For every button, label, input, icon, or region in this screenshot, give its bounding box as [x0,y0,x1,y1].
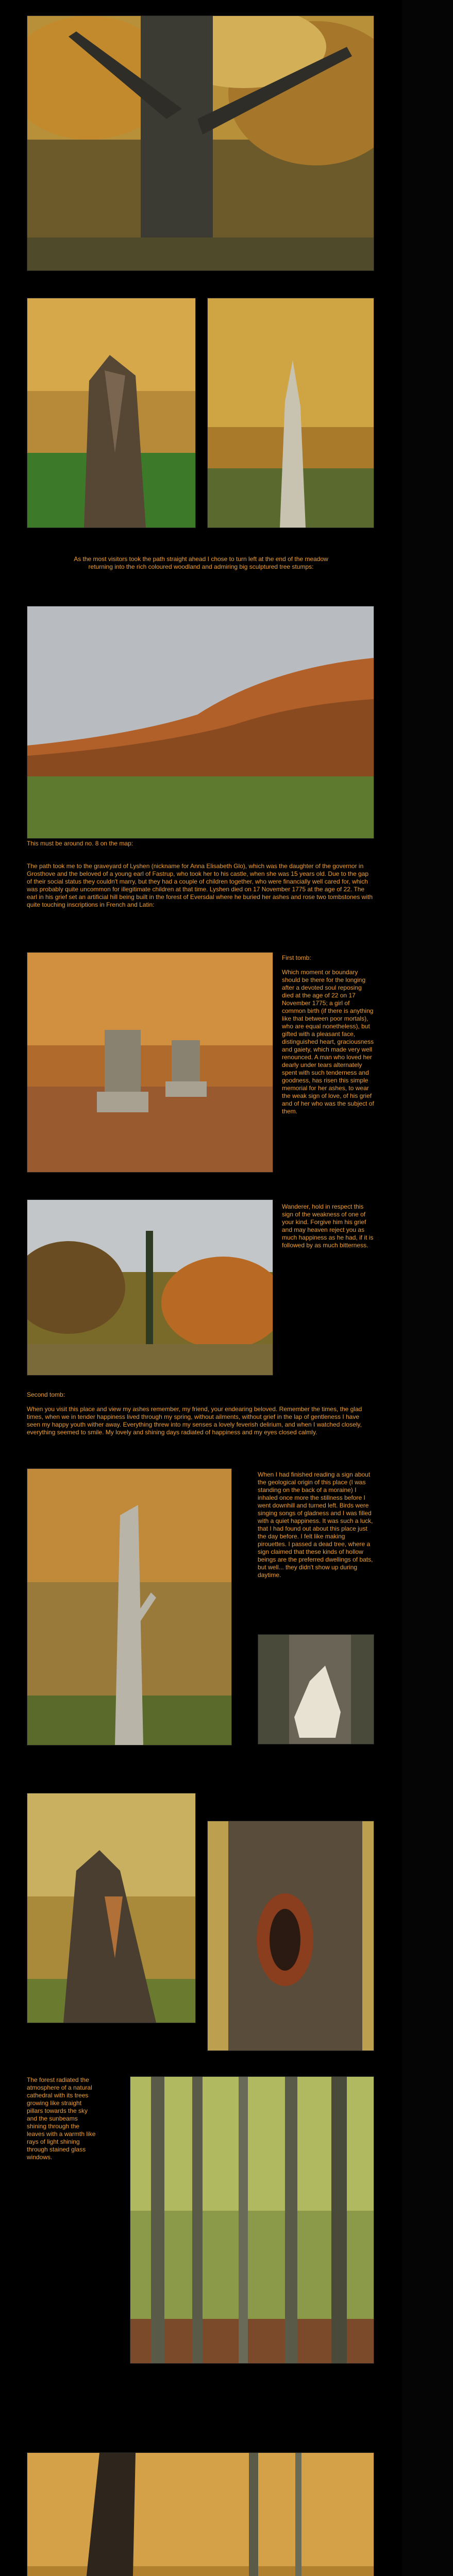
right-margin [402,0,453,2576]
photo-trunk-closeup [258,1634,374,1744]
photo-oak-tree [27,15,374,271]
photo-dead-tree [27,1468,232,1745]
first-tomb-title: First tomb: [282,954,311,961]
photo-hollow-stump-1 [27,1793,196,2023]
owl-text: When I had finished reading a sign about the geological origin of this place (I was standing on the back of a moraine) I inhaled once more the stillness before I went downhill and turned left. Birds were singing songs of gladness and I was filled with a quiet happiness. It was such a luck, that I had found out about this place just the day before. I felt like making pirouettes. I passed a dead tree, where a sign claimed that these kinds of hollow beings are the preferred dwellings of bats, but well... they didn't show up during daytime. [258,1471,373,1579]
photo-tree-stump-2 [207,298,374,528]
photo-tree-stump-1 [27,298,196,528]
second-tomb-title: Second tomb: [27,1391,65,1398]
photo-forest-path [27,1199,273,1376]
photo-three-generations [27,2452,374,2576]
photo-tombstones [27,952,273,1173]
caption-not-on-map: This must be around no. 8 on the map: [27,840,133,847]
caption-meadow-intro: As the most visitors took the path straight ahead I chose to turn left at the end of the meadow returning into the rich coloured woodland and admiring big sculptured tree stumps: [74,555,328,570]
photo-hollow-stump-2 [207,1821,374,2051]
first-tomb-text-2: Wanderer, hold in respect this sign of the weakness of one of your kind. Forgive him his grief and may heaven reject you as much happiness as he had, if it is followed by as much bitterness. [282,1203,374,1249]
caption-graveyard-intro: The path took me to the graveyard of Lyshen (nickname for Anna Elisabeth Glo), which was the daughter of the governor in Grosthove and the beloved of a young earl of Fastrup, who took her to his castle, when she was 15 years old. Due to the gap of their social status they couldn't marry, but they had a couple of children together, who were financially well cared for, which was probably quite uncommon for illegitimate children at that time. Lyshen died on 17 November 1775 at the age of 22. The earl in his grief set an artificial hill being built in the forest of Eversdal where he buried her ashes and rose two tombstones with quite touching inscriptions in French and Latin: [27,862,373,908]
photo-beech-cathedral [130,2076,374,2364]
first-tomb-text: Which moment or boundary should be there for the longing after a devoted soul reposing died at the age of 22 on 17 November 1775; a girl of common birth (if there is anything like that between poor mortals), who are equal nonetheless), but gifted with a pleasant face, distinguished heart, graciousness and gaiety, which made very well renounced. A man who loved her dearly under tears alternately spent with such tenderness and goodness, has risen this simple memorial for her ashes, to wear the weak sign of love, of his grief and of her who was the subject of them. [282,969,374,1115]
photo-meadow [27,606,374,839]
cathedral-text: The forest radiated the atmosphere of a natural cathedral with its trees growing like straight pillars towards the sky and the sunbeams shining through the leaves with a warmth like rays of light shining through stained glass windows. [27,2076,96,2161]
second-tomb-text: When you visit this place and view my ashes remember, my friend, your endearing beloved. Remember the times, the glad times, when we in tender happiness lived through my spring, without ailments, without grief in the lap of gentleness I have seen my happy youth wither away. Everything threw into my senses a lovely feverish delirium, and when I watched closely, everything seemed to smile. My lovely and shining days radiated of happiness and my eyes closed calmly. [27,1405,362,1436]
